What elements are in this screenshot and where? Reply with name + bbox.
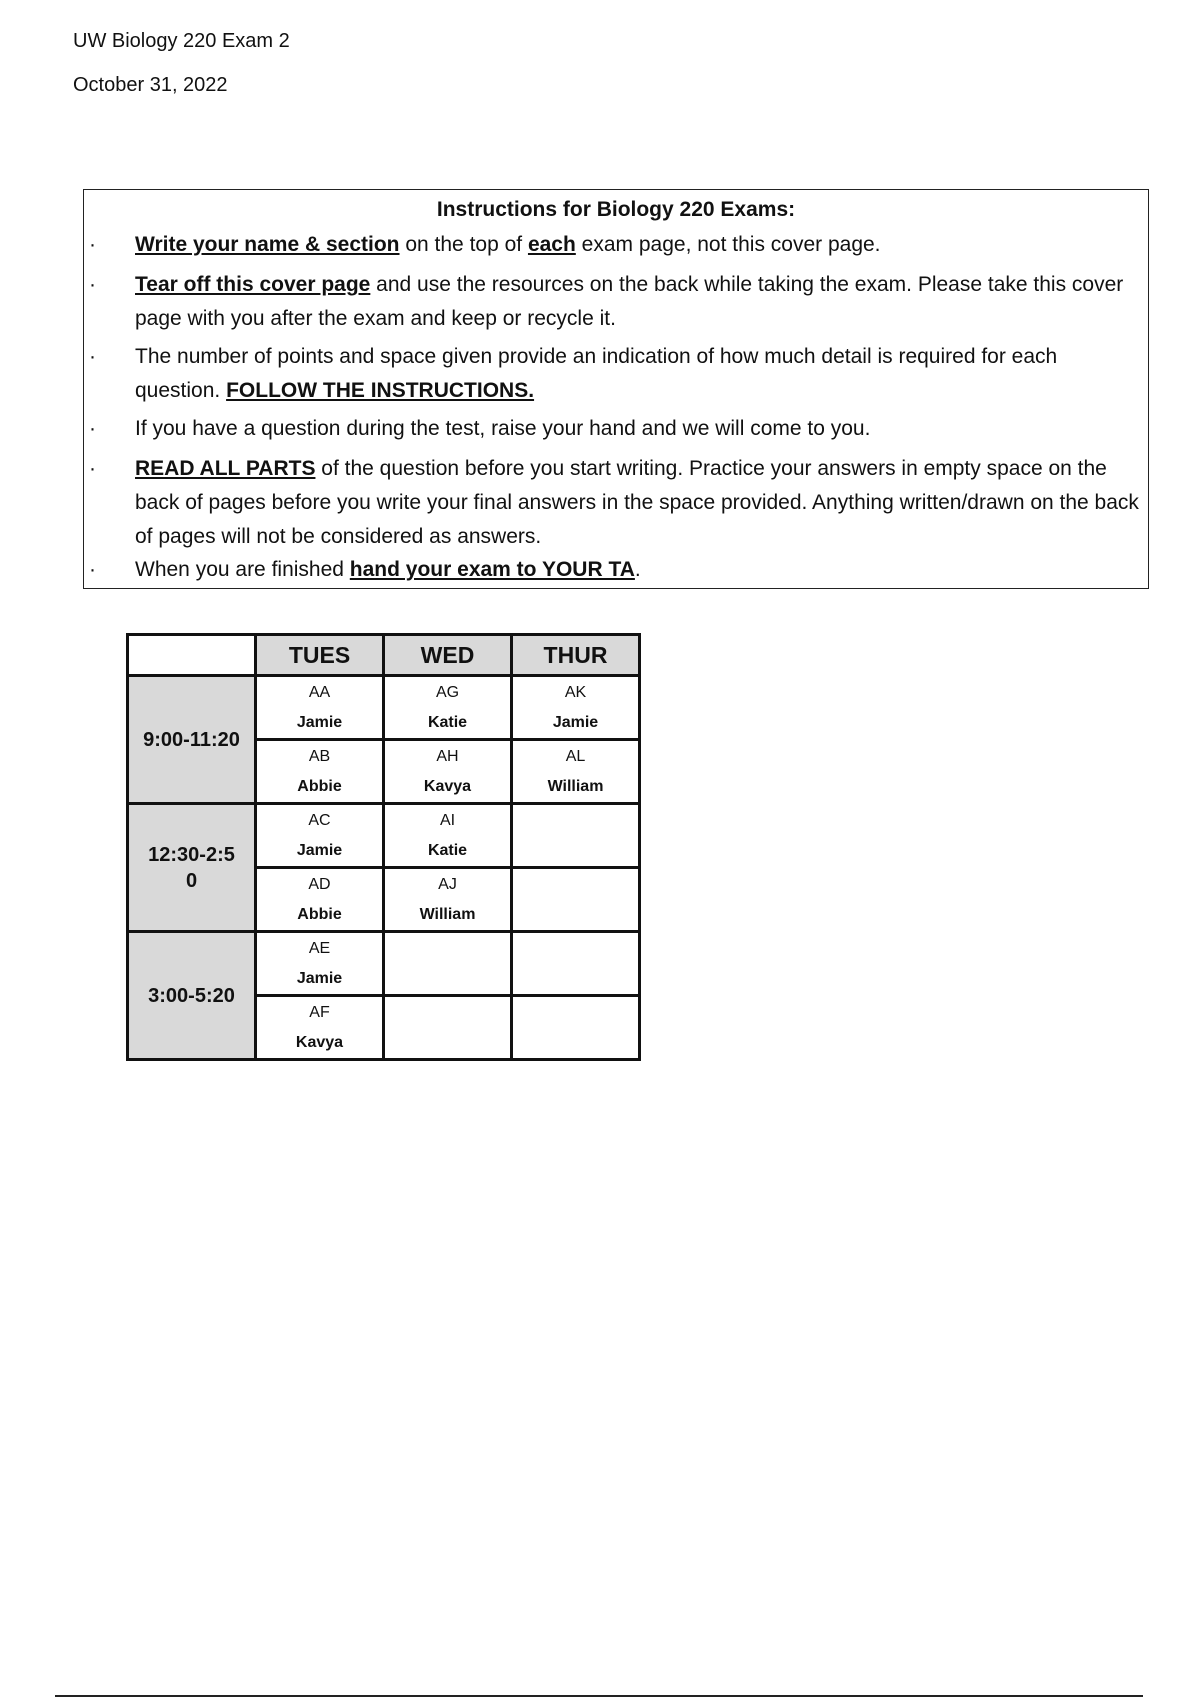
course-title: UW Biology 220 Exam 2 [73, 30, 290, 52]
table-header-row [128, 635, 640, 676]
day-header-tues: TUES [256, 635, 384, 676]
section-code: AE [308, 939, 331, 957]
section-code: AC [308, 811, 331, 829]
ta-name: William [419, 905, 476, 923]
instruction-item [89, 452, 1140, 554]
day-header-wed: WED [384, 635, 512, 676]
section-schedule-table [126, 633, 641, 1061]
bullet-icon: · [89, 273, 96, 296]
table-row [128, 804, 640, 868]
instruction-text: of the question before you start writing. Practice your answers in empty space on the back of pages before you write your final answers in the space provided. Anything written/drawn on the back of pages will not be considered as answers. [135, 457, 1139, 548]
ta-name: William [547, 777, 604, 795]
instruction-item [89, 340, 1140, 408]
instruction-text: If you have a question during the test, raise your hand and we will come to you. [135, 417, 871, 440]
ta-name: Katie [427, 841, 468, 859]
section-cell [512, 804, 640, 868]
instruction-text: When you are finished [135, 558, 350, 581]
section-code: AJ [438, 875, 457, 893]
instruction-emphasis: Tear off this cover page [135, 273, 371, 296]
instruction-emphasis: READ ALL PARTS [135, 457, 316, 480]
instruction-item [89, 228, 1140, 262]
section-cell [512, 740, 640, 804]
table-row [128, 932, 640, 996]
section-cell [384, 740, 512, 804]
time-slot-label: 9:00-11:20 [128, 676, 256, 804]
instruction-text: on the top of [399, 233, 528, 256]
section-cell [384, 932, 512, 996]
ta-name: Jamie [552, 713, 599, 731]
section-cell [256, 740, 384, 804]
section-code: AD [308, 875, 331, 893]
section-cell [256, 676, 384, 740]
exam-date: October 31, 2022 [73, 74, 228, 96]
section-code: AA [308, 683, 331, 701]
section-cell [512, 996, 640, 1060]
bullet-icon: · [89, 233, 96, 256]
section-cell [512, 932, 640, 996]
instruction-emphasis: hand your exam to YOUR TA [349, 558, 635, 581]
instruction-item [89, 553, 1140, 587]
section-code: AI [439, 811, 456, 829]
ta-name: Abbie [297, 905, 342, 923]
instructions-heading: Instructions for Biology 220 Exams: [436, 198, 796, 221]
instructions-box [83, 189, 1149, 589]
table-corner-cell [128, 635, 256, 676]
section-code: AB [308, 747, 331, 765]
bullet-icon: · [89, 457, 96, 480]
section-cell [256, 996, 384, 1060]
section-cell [256, 868, 384, 932]
table-row [128, 676, 640, 740]
ta-name: Kavya [423, 777, 472, 795]
time-slot-label: 12:30-2:5 0 [128, 804, 256, 932]
ta-name: Abbie [297, 777, 342, 795]
ta-name: Katie [427, 713, 468, 731]
section-cell [512, 868, 640, 932]
ta-name: Jamie [296, 841, 343, 859]
section-code: AF [309, 1003, 330, 1021]
section-cell [256, 932, 384, 996]
section-cell [256, 804, 384, 868]
section-code: AK [564, 683, 587, 701]
section-cell [384, 676, 512, 740]
ta-name: Jamie [296, 969, 343, 987]
instruction-item [89, 268, 1140, 336]
instruction-emphasis: FOLLOW THE INSTRUCTIONS. [226, 379, 535, 402]
ta-name: Jamie [296, 713, 343, 731]
section-code: AL [565, 747, 586, 765]
instruction-text: . [634, 558, 641, 581]
bullet-icon: · [89, 558, 96, 581]
instruction-emphasis: Write your name & section [135, 233, 400, 256]
section-cell [512, 676, 640, 740]
section-cell [384, 996, 512, 1060]
bullet-icon: · [89, 345, 96, 368]
bullet-icon: · [89, 417, 96, 440]
section-code: AH [436, 747, 459, 765]
footer-rule [55, 1695, 1143, 1697]
day-header-thur: THUR [512, 635, 640, 676]
ta-name: Kavya [295, 1033, 344, 1051]
instruction-text: exam page, not this cover page. [575, 233, 881, 256]
instruction-text: and use the resources on the back while taking the exam. Please take this cover page with you after the exam and keep or recycle it. [135, 273, 1124, 330]
section-cell [384, 804, 512, 868]
instruction-item [89, 412, 1140, 446]
section-cell [384, 868, 512, 932]
instruction-text: The number of points and space given provide an indication of how much detail is required for each question. [135, 345, 1058, 402]
instruction-emphasis: each [527, 233, 576, 256]
time-slot-label: 3:00-5:20 [128, 932, 256, 1060]
section-code: AG [435, 683, 460, 701]
